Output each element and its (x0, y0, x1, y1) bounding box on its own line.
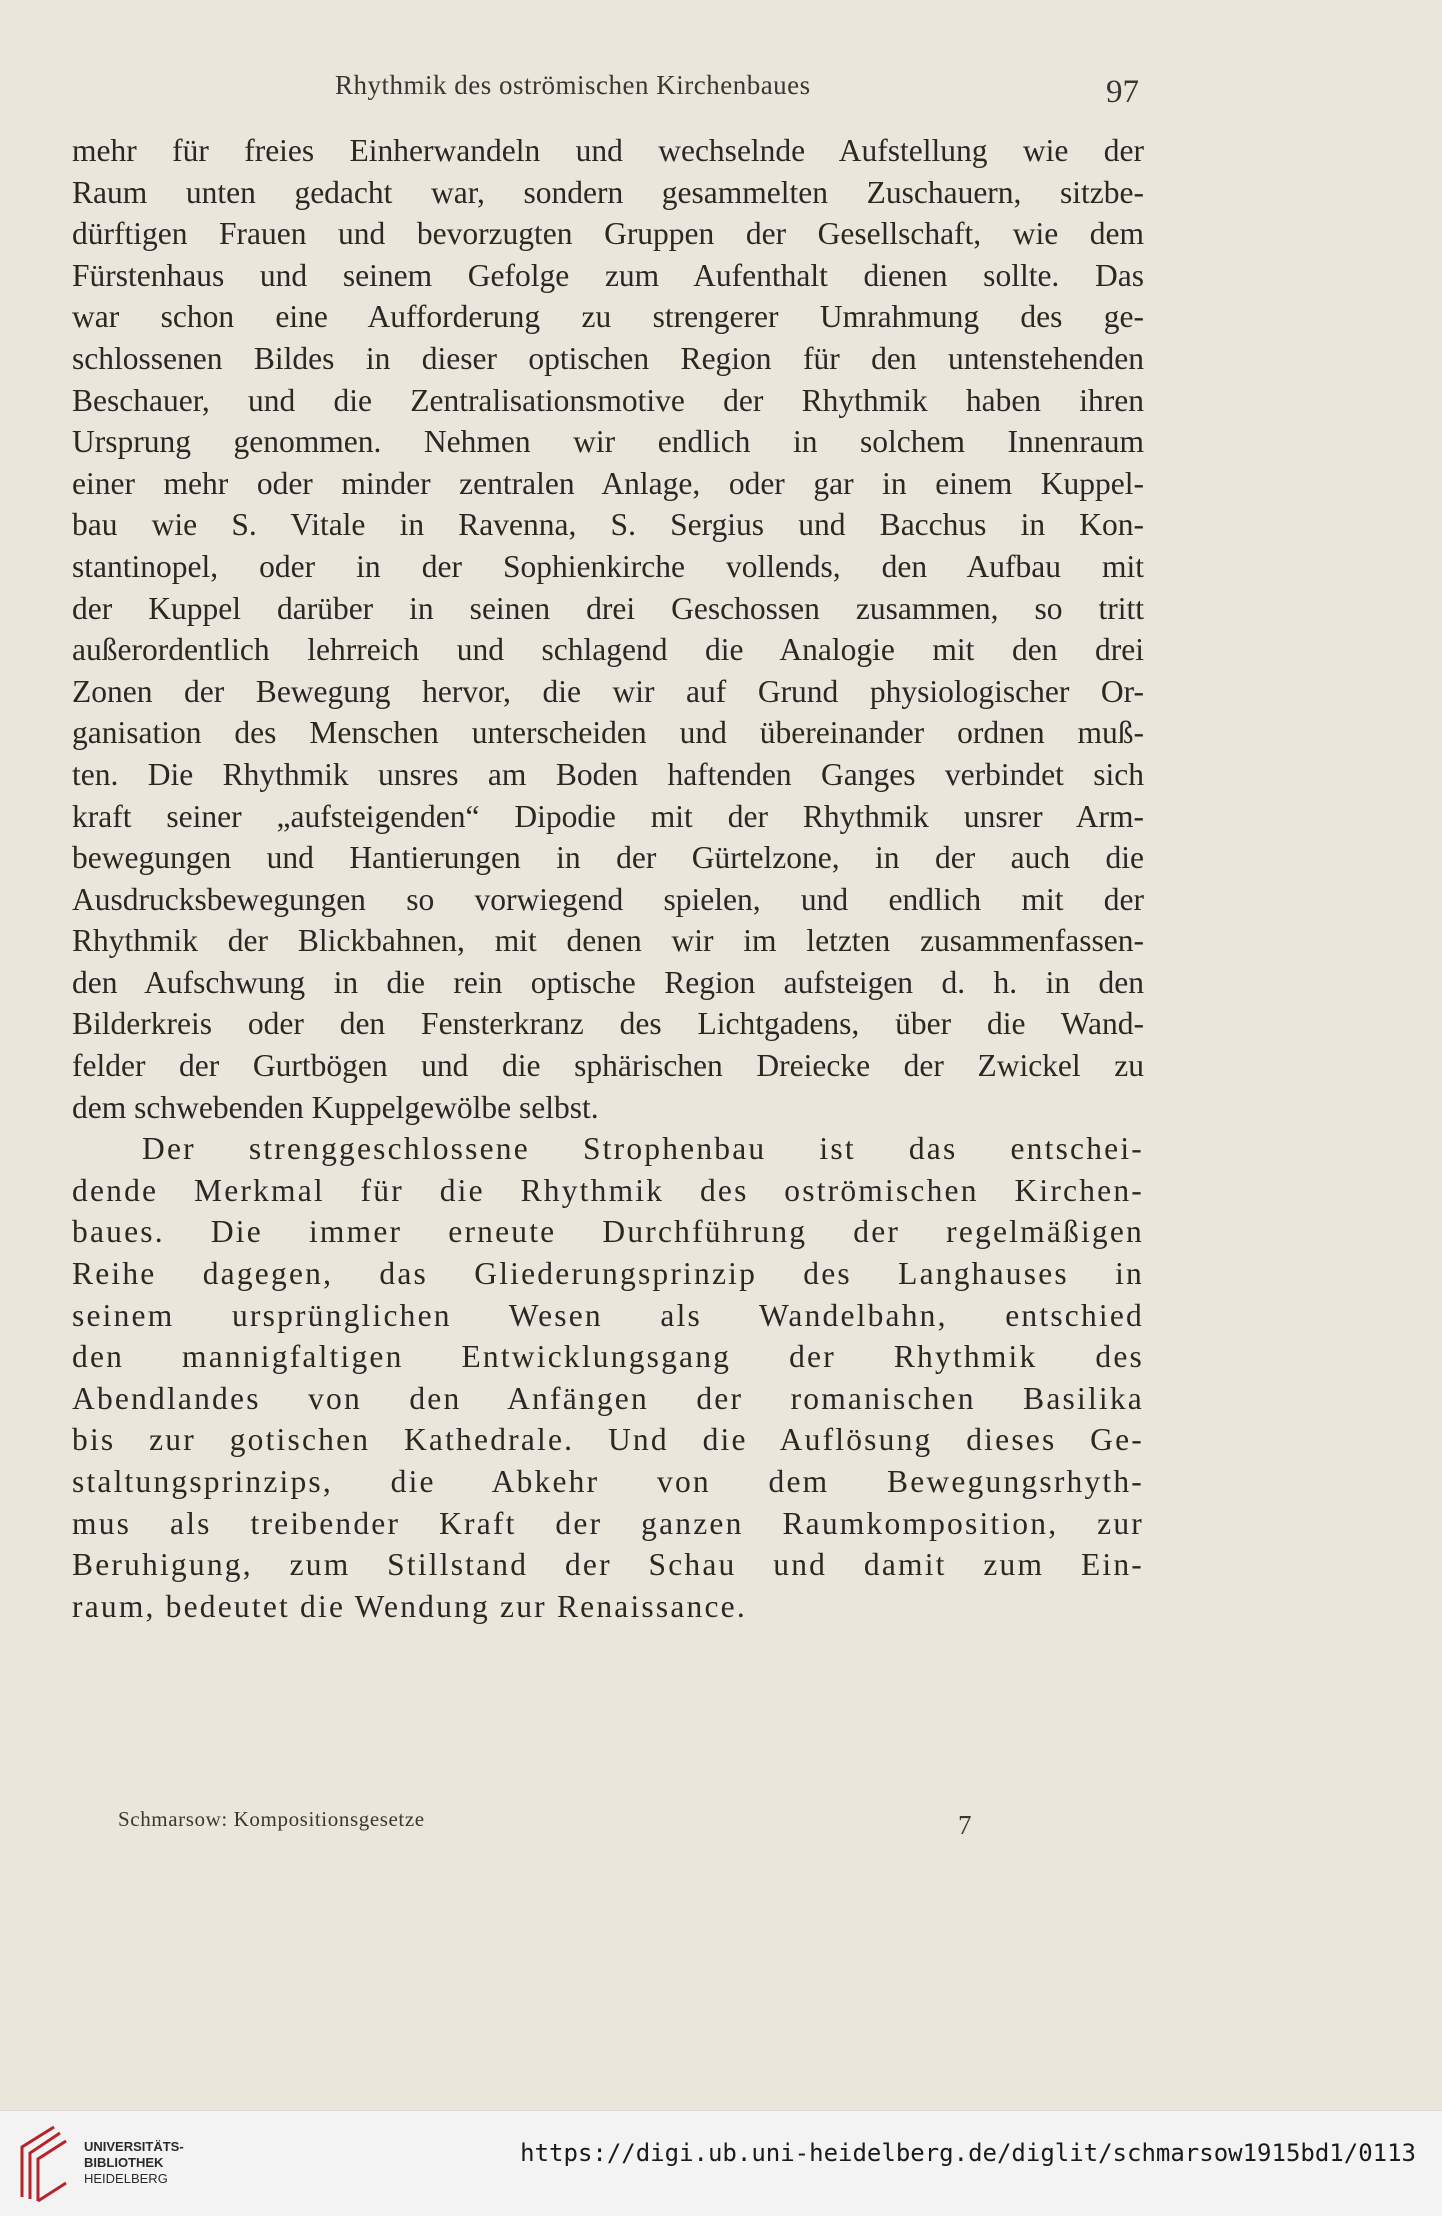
text-line: Abendlandes von den Anfängen der romanischen Basilika (72, 1380, 1144, 1416)
text-line: Beruhigung, zum Stillstand der Schau und damit zum Ein- (72, 1547, 1144, 1583)
library-name-line: BIBLIOTHEK (84, 2155, 164, 2170)
signature-mark: Schmarsow: Kompositionsgesetze (118, 1807, 425, 1831)
text-line: raum, bedeutet die Wendung zur Renaissance. (72, 1588, 747, 1624)
library-bar (0, 2110, 1442, 2216)
text-line: ten. Die Rhythmik unsres am Boden haftenden Ganges verbindet sich (72, 756, 1144, 792)
library-name (84, 2139, 184, 2187)
text-line: felder der Gurtbögen und die sphärischen Dreiecke der Zwickel zu (72, 1048, 1144, 1084)
text-line: dende Merkmal für die Rhythmik des oströmischen Kirchen- (72, 1172, 1144, 1208)
text-line: den mannigfaltigen Entwicklungsgang der Rhythmik des (72, 1339, 1144, 1375)
text-line: Fürstenhaus und seinem Gefolge zum Aufenthalt dienen sollte. Das (72, 257, 1144, 293)
text-line: war schon eine Aufforderung zu strengerer Umrahmung des ge- (72, 299, 1144, 335)
text-line: Zonen der Bewegung hervor, die wir auf Grund physiologischer Or- (72, 673, 1144, 709)
text-line: bewegungen und Hantierungen in der Gürtelzone, in der auch die (72, 840, 1144, 876)
text-line: stantinopel, oder in der Sophienkirche vollends, den Aufbau mit (72, 548, 1144, 584)
text-line: dem schwebenden Kuppelgewölbe selbst. (72, 1089, 599, 1125)
body-text (72, 130, 1144, 1627)
text-line: außerordentlich lehrreich und schlagend die Analogie mit den drei (72, 632, 1144, 668)
text-line: mehr für freies Einherwandeln und wechselnde Aufstellung wie der (72, 133, 1144, 168)
text-line: schlossenen Bildes in dieser optischen Region für den untenstehenden (72, 340, 1144, 376)
running-title: Rhythmik des oströmischen Kirchenbaues (335, 70, 811, 100)
text-line: der Kuppel darüber in seinen drei Geschossen zusammen, so tritt (72, 590, 1144, 626)
text-line: kraft seiner „aufsteigenden“ Dipodie mit der Rhythmik unsrer Arm- (72, 798, 1144, 834)
library-name-line: UNIVERSITÄTS- (84, 2139, 184, 2154)
library-logo-icon (14, 2119, 74, 2205)
sheet-number: 7 (958, 1810, 972, 1840)
text-line: baues. Die immer erneute Durchführung der regelmäßigen (72, 1214, 1144, 1250)
text-line: Beschauer, und die Zentralisationsmotive der Rhythmik haben ihren (72, 382, 1144, 418)
text-line: einer mehr oder minder zentralen Anlage, oder gar in einem Kuppel- (72, 465, 1144, 501)
permalink-url[interactable]: https://digi.ub.uni-heidelberg.de/diglit/schmarsow1915bd1/0113 (520, 2139, 1416, 2167)
page-number: 97 (1106, 74, 1139, 110)
text-line: ganisation des Menschen unterscheiden und übereinander ordnen muß- (72, 715, 1144, 751)
library-name-line: HEIDELBERG (84, 2171, 168, 2186)
text-line: mus als treibender Kraft der ganzen Raumkomposition, zur (72, 1505, 1144, 1541)
text-line: bau wie S. Vitale in Ravenna, S. Sergius und Bacchus in Kon- (72, 507, 1144, 543)
text-line: dürftigen Frauen und bevorzugten Gruppen der Gesellschaft, wie dem (72, 216, 1144, 252)
text-line: Raum unten gedacht war, sondern gesammelten Zuschauern, sitzbe- (72, 174, 1144, 210)
text-line: bis zur gotischen Kathedrale. Und die Auflösung dieses Ge- (72, 1422, 1144, 1458)
text-line: Rhythmik der Blickbahnen, mit denen wir im letzten zusammenfassen- (72, 923, 1144, 959)
text-line: staltungsprinzips, die Abkehr von dem Bewegungsrhyth- (72, 1464, 1144, 1499)
text-line: Reihe dagegen, das Gliederungsprinzip des Langhauses in (72, 1256, 1144, 1292)
text-line: Ursprung genommen. Nehmen wir endlich in solchem Innenraum (72, 424, 1144, 460)
text-line: Ausdrucksbewegungen so vorwiegend spielen, und endlich mit der (72, 881, 1144, 917)
text-line: Der strenggeschlossene Strophenbau ist das entschei- (142, 1131, 1144, 1167)
text-line: den Aufschwung in die rein optische Region aufsteigen d. h. in den (72, 964, 1144, 1000)
text-line: Bilderkreis oder den Fensterkranz des Lichtgadens, über die Wand- (72, 1006, 1144, 1042)
text-line: seinem ursprünglichen Wesen als Wandelbahn, entschied (72, 1297, 1144, 1333)
